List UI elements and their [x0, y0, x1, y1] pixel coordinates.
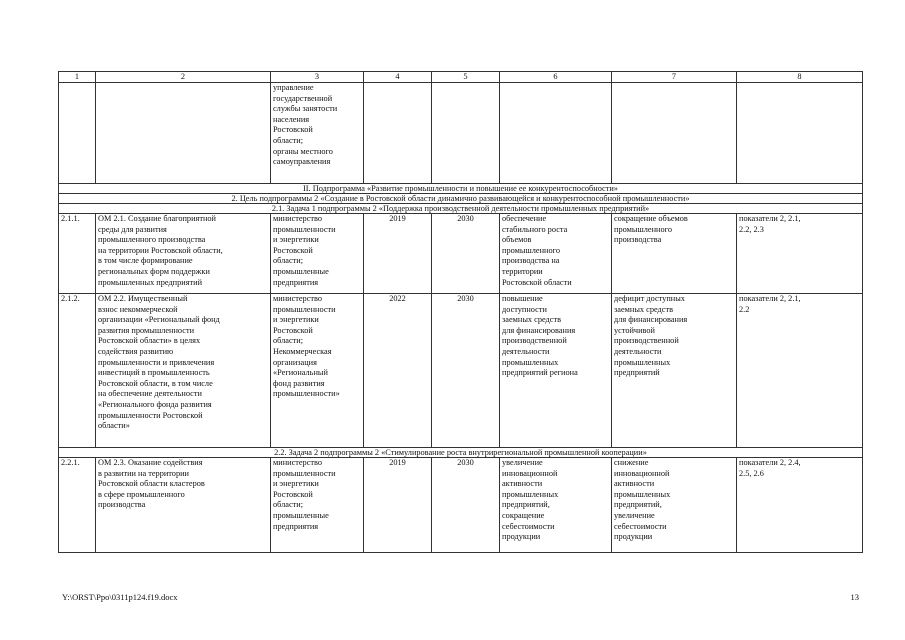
cell-line: ОМ 2.3. Оказание содействия [98, 458, 203, 467]
cell-line: промышленных [614, 357, 671, 367]
col-num-4: 4 [364, 72, 432, 83]
row-number: 2.1.1. [59, 214, 96, 294]
cell-line: доступности [502, 304, 547, 314]
cell-line: развития промышленности [98, 325, 195, 335]
cell-line: устойчивой [614, 325, 655, 335]
task-2-title: 2.2. Задача 2 подпрограммы 2 «Стимулирование роста внутрирегиональной промышленной кооперации» [59, 448, 863, 458]
end-year: 2030 [432, 458, 500, 553]
task-1-title: 2.1. Задача 1 подпрограммы 2 «Поддержка производственной деятельности промышленных предприятий» [59, 204, 863, 214]
cell-line: деятельности [614, 346, 662, 356]
expected-result [500, 214, 612, 294]
cell-line: Ростовской области кластеров [98, 479, 205, 489]
cell-line: в том числе формирование [98, 256, 193, 266]
table-row [59, 294, 863, 448]
cell-line: ОМ 2.2. Имущественный [98, 294, 188, 303]
cell-line: промышленных [614, 489, 671, 499]
cell-line: промышленные [273, 266, 329, 276]
cell-line: продукции [502, 532, 541, 542]
cell-line: области; [273, 500, 304, 510]
cell-line: производства [614, 235, 662, 245]
cell-line: «Регионального фонда развития [98, 399, 212, 409]
non-implementation-consequence [612, 458, 737, 553]
subprogram-title-row [59, 184, 863, 194]
cell-line: предприятий, [502, 500, 550, 510]
cell-line: Ростовской [273, 245, 313, 255]
cell-line: на территории Ростовской области, [98, 245, 223, 255]
cell-line: показатели 2, 2.1, [739, 214, 801, 223]
cell-line: промышленного производства [98, 235, 206, 245]
cell-line: 2.2, 2.3 [739, 224, 764, 234]
cell-line: самоуправления [273, 157, 331, 167]
cell-line: Ростовской [273, 489, 313, 499]
cell-line: на обеспечение деятельности [98, 389, 202, 399]
cell-line: предприятий, [614, 500, 662, 510]
cell-line: активности [502, 479, 543, 489]
table-row [59, 214, 863, 294]
cell-line: производства [98, 500, 146, 510]
cell-line: дефицит доступных [614, 294, 685, 303]
non-implementation-consequence [612, 294, 737, 448]
non-implementation-consequence [612, 214, 737, 294]
cell-line: и энергетики [273, 479, 319, 489]
cell-line: инвестиций в промышленность [98, 368, 210, 378]
cell-line: ОМ 2.1. Создание благоприятной [98, 214, 216, 223]
cell-line: инновационной [502, 468, 558, 478]
cell-line: промышленности [273, 468, 336, 478]
table-row [59, 458, 863, 553]
cell-line: Ростовской [273, 325, 313, 335]
cell-line: себестоимости [614, 521, 667, 531]
cell-line: министерство [273, 458, 323, 467]
col-num-6: 6 [500, 72, 612, 83]
cell-line: Некоммерческая [273, 346, 332, 356]
col-num-3: 3 [271, 72, 364, 83]
cell-line: объемов [502, 235, 532, 245]
cell-line: производства на [502, 256, 560, 266]
cell-line: для финансирования [502, 325, 576, 335]
cell-line: взнос некоммерческой [98, 304, 178, 314]
cell-line: органы местного [273, 146, 333, 156]
cell-line: организация [273, 357, 317, 367]
cell-line: продукции [614, 532, 653, 542]
cell-line: инновационной [614, 468, 670, 478]
cell-line: в сфере промышленного [98, 489, 185, 499]
cell-line: себестоимости [502, 521, 555, 531]
cell-line: промышленных [502, 489, 559, 499]
cell-line: 2.5, 2.6 [739, 468, 764, 478]
col-num-8: 8 [737, 72, 863, 83]
cell-line: для финансирования [614, 315, 688, 325]
cell-line: области; [273, 256, 304, 266]
continued-row [59, 83, 863, 184]
event-name [96, 458, 271, 553]
cell-line: среды для развития [98, 224, 167, 234]
start-year: 2019 [364, 214, 432, 294]
cell-line: Ростовской области» в целях [98, 336, 201, 346]
file-path: Y:\ORST\Ppo\0311p124.f19.docx [62, 592, 178, 602]
cell-line: промышленности» [273, 389, 340, 399]
cell-line: организации «Региональный фонд [98, 315, 220, 325]
cell-line: производственной [614, 336, 679, 346]
cell-line: предприятия [273, 277, 319, 287]
cell-line: промышленных [502, 357, 559, 367]
cell-line: территории [502, 266, 543, 276]
program-table [58, 71, 863, 553]
cell-line: увеличение [614, 510, 655, 520]
cell-line: в развитии на территории [98, 468, 189, 478]
executor [271, 214, 364, 294]
cell-line: обеспечение [502, 214, 547, 223]
cell-line: содействия развитию [98, 346, 174, 356]
cell-line: населения [273, 114, 310, 124]
indicator-link [737, 214, 863, 294]
cell-line: фонд развития [273, 378, 325, 388]
subprogram-goal: 2. Цель подпрограммы 2 «Создание в Ростовской области динамично развивающейся и конкурентоспособной промышленности» [59, 194, 863, 204]
event-name [96, 214, 271, 294]
cell-line: увеличение [502, 458, 543, 467]
col-num-2: 2 [96, 72, 271, 83]
cell-line: показатели 2, 2.1, [739, 294, 801, 303]
cell-line: промышленного [502, 245, 560, 255]
indicator-link [737, 458, 863, 553]
cell-line: Ростовской области, в том числе [98, 378, 213, 388]
cell-line: Ростовской [273, 125, 313, 135]
cell-line: 2.2 [739, 304, 750, 314]
cell-line: области» [98, 421, 130, 431]
page-number: 13 [850, 592, 859, 602]
cell-line: снижение [614, 458, 649, 467]
cell-line: министерство [273, 214, 323, 223]
column-number-row [59, 72, 863, 83]
end-year: 2030 [432, 294, 500, 448]
col-num-1: 1 [59, 72, 96, 83]
cell-line: производственной [502, 336, 567, 346]
expected-result [500, 294, 612, 448]
cell-line: промышленности и привлечения [98, 357, 215, 367]
col-num-5: 5 [432, 72, 500, 83]
cell-line: показатели 2, 2.4, [739, 458, 801, 467]
cell-line: и энергетики [273, 235, 319, 245]
cell-line: промышленности [273, 224, 336, 234]
cell-line: области; [273, 336, 304, 346]
end-year: 2030 [432, 214, 500, 294]
cell-line: предприятий региона [502, 368, 578, 378]
cell-line: промышленные [273, 510, 329, 520]
executor [271, 294, 364, 448]
cell-line: области; [273, 135, 304, 145]
col-num-7: 7 [612, 72, 737, 83]
cell-line: и энергетики [273, 315, 319, 325]
cell-line: повышение [502, 294, 543, 303]
cell-line: предприятий [614, 368, 660, 378]
indicator-link [737, 294, 863, 448]
cell-line: «Региональный [273, 368, 328, 378]
cell-line: промышленных предприятий [98, 277, 203, 287]
cell-line: управление [273, 83, 314, 92]
cell-line: региональных форм поддержки [98, 266, 210, 276]
cell-line: государственной [273, 93, 333, 103]
row-number: 2.1.2. [59, 294, 96, 448]
cell-line: промышленности Ростовской [98, 410, 203, 420]
cell-line: промышленности [273, 304, 336, 314]
cell-line: промышленного [614, 224, 672, 234]
cell-line: сокращение объемов [614, 214, 688, 223]
event-name [96, 294, 271, 448]
cell-line: министерство [273, 294, 323, 303]
continued-executor [271, 83, 364, 184]
cell-line: стабильного роста [502, 224, 568, 234]
start-year: 2019 [364, 458, 432, 553]
row-number: 2.2.1. [59, 458, 96, 553]
subprogram-title: II. Подпрограмма «Развитие промышленности и повышение ее конкурентоспособности» [59, 184, 863, 194]
subprogram-goal-row [59, 194, 863, 204]
cell-line: Ростовской области [502, 277, 572, 287]
start-year: 2022 [364, 294, 432, 448]
cell-line: заемных средств [502, 315, 561, 325]
task-1-row [59, 204, 863, 214]
cell-line: предприятия [273, 521, 319, 531]
cell-line: активности [614, 479, 655, 489]
cell-line: сокращение [502, 510, 545, 520]
executor [271, 458, 364, 553]
cell-line: деятельности [502, 346, 550, 356]
cell-line: службы занятости [273, 104, 338, 114]
task-2-row [59, 448, 863, 458]
cell-line: заемных средств [614, 304, 673, 314]
expected-result [500, 458, 612, 553]
